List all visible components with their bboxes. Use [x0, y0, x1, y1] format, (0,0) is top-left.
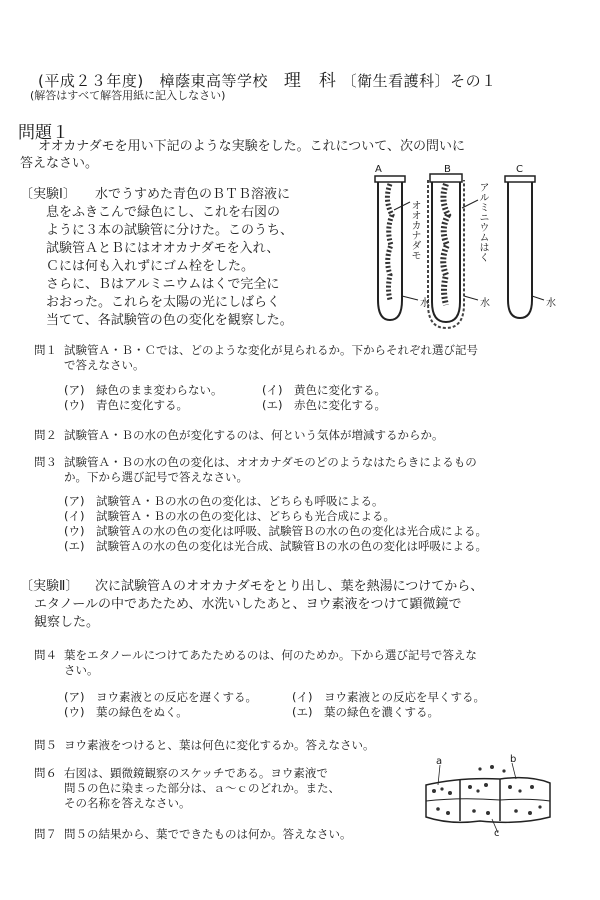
intro-line-2: 答えなさい。 — [20, 156, 99, 171]
q3-number: 問３ — [34, 455, 57, 469]
q1-choice: (ウ) 青色に変化する。 — [64, 398, 188, 412]
exp1-line: 当てて、各試験管の色の変化を観察した。 — [46, 313, 293, 328]
q3-choice: (エ) 試験管Ａの水の色の変化は光合成、試験管Ｂの水の色の変化は呼吸による。 — [64, 539, 487, 553]
tube-a-label: A — [375, 164, 382, 175]
q4-choice: (ウ) 葉の緑色をぬく。 — [64, 705, 188, 719]
exp1-label: 〔実験Ⅰ〕 — [20, 187, 76, 202]
q3-choice: (ア) 試験管Ａ・Ｂの水の色の変化は、どちらも呼吸による。 — [64, 494, 384, 508]
q1-number: 問１ — [34, 343, 57, 357]
exp2-line: エタノールの中であたため、水洗いしたあと、ヨウ素液をつけて顕微鏡で — [34, 597, 462, 612]
q4-choice: (エ) 葉の緑色を濃くする。 — [292, 705, 439, 719]
q1-choice: (エ) 赤色に変化する。 — [262, 398, 386, 412]
exp1-line: Ｃには何も入れずにゴム栓をした。 — [46, 259, 255, 274]
q3-choice: (ウ) 試験管Ａの水の色の変化は呼吸、試験管Ｂの水の色の変化は光合成による。 — [64, 524, 487, 538]
exp1-line: 試験管ＡとＢにはオオカナダモを入れ、 — [46, 241, 280, 256]
q2-text: 試験管Ａ・Ｂの水の色が変化するのは、何という気体が増減するからか。 — [64, 428, 444, 442]
exam-year: (平成２３年度) — [38, 72, 144, 90]
exp1-line: さらに、Ｂはアルミニウムはくで完全に — [46, 277, 280, 292]
q4-line: 葉をエタノールにつけてあたためるのは、何のためか。下から選び記号で答えな — [64, 648, 477, 662]
question-title: 問題１ — [18, 123, 69, 143]
exp2-line: 次に試験管Ａのオオカナダモをとり出し、葉を熱湯につけてから、 — [95, 579, 484, 594]
exp2-label: 〔実験Ⅱ〕 — [20, 579, 79, 594]
q7-number: 問７ — [34, 827, 57, 841]
water-a-label: 水 — [420, 298, 430, 309]
q4-choice: (イ) ヨウ素液との反応を早くする。 — [292, 690, 485, 704]
q6-line: 問５の色に染まった部分は、ａ～ｃのどれか。また、 — [64, 781, 340, 795]
school-name: 樟蔭東高等学校 — [159, 72, 269, 90]
q6-number: 問６ — [34, 766, 57, 780]
plant-a — [387, 184, 392, 300]
q1-choice: (イ) 黄色に変化する。 — [262, 383, 386, 397]
plant-b — [443, 184, 448, 305]
exp1-line: 息をふきこんで緑色にし、これを右図の — [46, 205, 281, 220]
exp1-line: 水でうすめた青色のＢＴＢ溶液に — [95, 187, 291, 202]
exp1-line: ように３本の試験管に分けた。このうち、 — [46, 223, 294, 238]
q4-choice: (ア) ヨウ素液との反応を遅くする。 — [64, 690, 257, 704]
q1-line: で答えなさい。 — [64, 358, 145, 372]
water-b-label: 水 — [480, 298, 490, 309]
q1-line: 試験管Ａ・Ｂ・Ｃでは、どのような変化が見られるか。下からそれぞれ選び記号 — [64, 343, 478, 357]
exp2-line: 観察した。 — [34, 615, 100, 630]
tube-b-label: B — [444, 164, 451, 175]
q4-number: 問４ — [34, 648, 57, 662]
sketch-label-a: a — [436, 756, 443, 767]
q6-line: 右図は、顕微鏡観察のスケッチである。ヨウ素液で — [64, 766, 328, 780]
exp1-line: おおった。これらを太陽の光にしばらく — [46, 295, 281, 310]
plant-label: オオカナダモ — [409, 200, 420, 260]
sketch-label-b: b — [510, 754, 517, 765]
answer-note: (解答はすべて解答用紙に記入しなさい) — [30, 89, 226, 102]
q2-number: 問２ — [34, 428, 57, 442]
q3-line: か。下から選び記号で答えなさい。 — [64, 470, 248, 484]
q3-choice: (イ) 試験管Ａ・Ｂの水の色の変化は、どちらも光合成による。 — [64, 509, 395, 523]
water-c-label: 水 — [546, 298, 556, 309]
q3-line: 試験管Ａ・Ｂの水の色の変化は、オオカナダモのどのようなはたらきによるもの — [64, 455, 477, 469]
microscope-sketch — [420, 755, 555, 840]
subject-name: 理 科 — [283, 71, 337, 91]
q6-line: その名称を答えなさい。 — [64, 796, 191, 810]
foil-label: アルミニウムはく — [477, 182, 488, 262]
course-name: 〔衛生看護科〕その１ — [341, 72, 497, 90]
q4-line: さい。 — [64, 663, 99, 677]
q5-text: ヨウ素液をつけると、葉は何色に変化するか。答えなさい。 — [64, 738, 375, 752]
q7-text: 問５の結果から、葉でできたものは何か。答えなさい。 — [64, 827, 352, 841]
tube-c-label: C — [516, 164, 523, 175]
tube-c — [508, 182, 532, 318]
intro-line-1: オオカナダモを用い下記のような実験をした。これについて、次の問いに — [38, 139, 466, 154]
sketch-label-c: c — [494, 828, 500, 839]
q1-choice: (ア) 緑色のまま変わらない。 — [64, 383, 223, 397]
q5-number: 問５ — [34, 738, 57, 752]
